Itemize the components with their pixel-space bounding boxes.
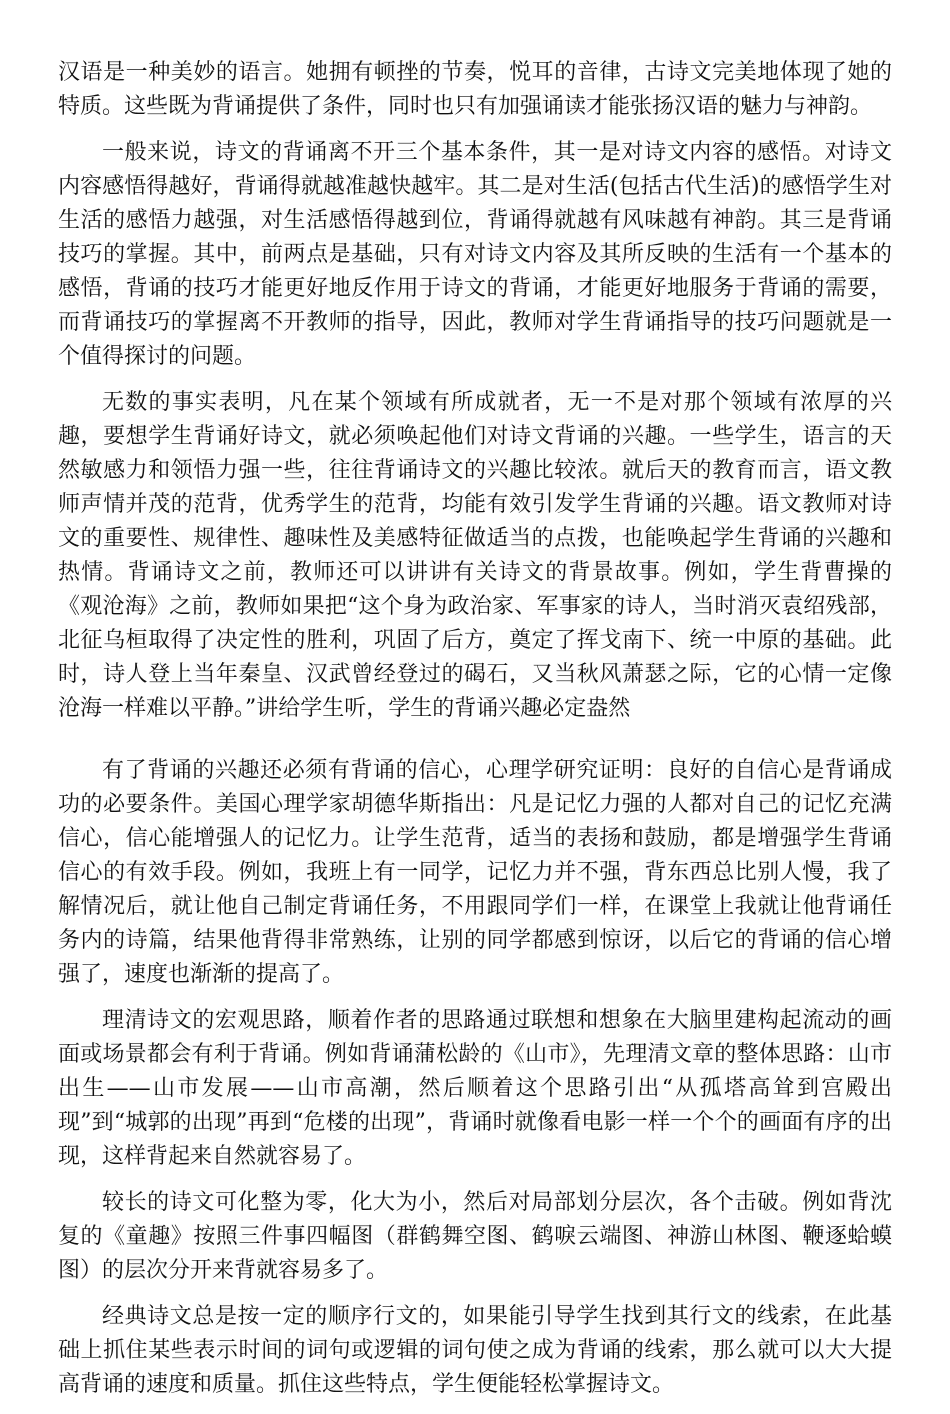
paragraph-conditions: 一般来说，诗文的背诵离不开三个基本条件，其一是对诗文内容的感悟。对诗文内容感悟得越好，背诵得就越准越快越牢。其二是对生活(包括古代生活)的感悟学生对生活的感悟力越强，对生活感悟得越到位，背诵得就越有风味越有神韵。其三是背诵技巧的掌握。其中，前两点是基础，只有对诗文内容及其所反映的生活有一个基本的感悟，背诵的技巧才能更好地反作用于诗文的背诵，才能更好地服务于背诵的需要，而背诵技巧的掌握离不开教师的指导，因此，教师对学生背诵指导的技巧问题就是一个值得探讨的问题。 bbox=[58, 140, 892, 369]
paragraph-interest: 无数的事实表明，凡在某个领域有所成就者，无一不是对那个领域有浓厚的兴趣，要想学生背诵好诗文，就必须唤起他们对诗文背诵的兴趣。一些学生，语言的天然敏感力和领悟力强一些，往往背诵诗文的兴趣比较浓。就后天的教育而言，语文教师声情并茂的范背，优秀学生的范背，均能有效引发学生背诵的兴趣。语文教师对诗文的重要性、规律性、趣味性及美感特征做适当的点拨，也能唤起学生背诵的兴趣和热情。背诵诗文之前，教师还可以讲讲有关诗文的背景故事。例如，学生背曹操的《观沧海》之前，教师如果把“这个身为政治家、军事家的诗人，当时消灭袁绍残部，北征乌桓取得了决定性的胜利，巩固了后方，奠定了挥戈南下、统一中原的基础。此时，诗人登上当年秦皇、汉武曾经登过的碣石，又当秋风萧瑟之际，它的心情一定像沧海一样难以平静。”讲给学生听，学生的背诵兴趣必定盎然 bbox=[58, 390, 892, 721]
paragraph-confidence: 有了背诵的兴趣还必须有背诵的信心，心理学研究证明：良好的自信心是背诵成功的必要条件。美国心理学家胡德华斯指出：凡是记忆力强的人都对自己的记忆充满信心，信心能增强人的记忆力。让学生范背，适当的表扬和鼓励，都是增强学生背诵信心的有效手段。例如，我班上有一同学，记忆力并不强，背东西总比别人慢，我了解情况后，就让他自己制定背诵任务，不用跟同学们一样，在课堂上我就让他背诵任务内的诗篇，结果他背得非常熟练，让别的同学都感到惊讶，以后它的背诵的信心增强了，速度也渐渐的提高了。 bbox=[58, 758, 892, 987]
paragraph-sequence: 经典诗文总是按一定的顺序行文的，如果能引导学生找到其行文的线索，在此基础上抓住某些表示时间的词句或逻辑的词句使之成为背诵的线索，那么就可以大大提高背诵的速度和质量。抓住这些特点，学生便能轻松掌握诗文。 bbox=[58, 1304, 892, 1397]
paragraph-division: 较长的诗文可化整为零，化大为小，然后对局部划分层次，各个击破。例如背沈复的《童趣》按照三件事四幅图（群鹤舞空图、鹤唳云端图、神游山林图、鞭逐蛤蟆图）的层次分开来背就容易多了。 bbox=[58, 1190, 892, 1283]
paragraph-intro: 汉语是一种美妙的语言。她拥有顿挫的节奏，悦耳的音律，古诗文完美地体现了她的特质。这些既为背诵提供了条件，同时也只有加强诵读才能张扬汉语的魅力与神韵。 bbox=[58, 60, 892, 119]
paragraph-structure: 理清诗文的宏观思路，顺着作者的思路通过联想和想象在大脑里建构起流动的画面或场景都会有利于背诵。例如背诵蒲松龄的《山市》，先理清文章的整体思路：山市出生——山市发展——山市高潮，然后顺着这个思路引出“从孤塔高耸到宫殿出现”到“城郭的出现”再到“危楼的出现”，背诵时就像看电影一样一个个的画面有序的出现，这样背起来自然就容易了。 bbox=[58, 1008, 892, 1169]
document-page bbox=[58, 56, 892, 1414]
